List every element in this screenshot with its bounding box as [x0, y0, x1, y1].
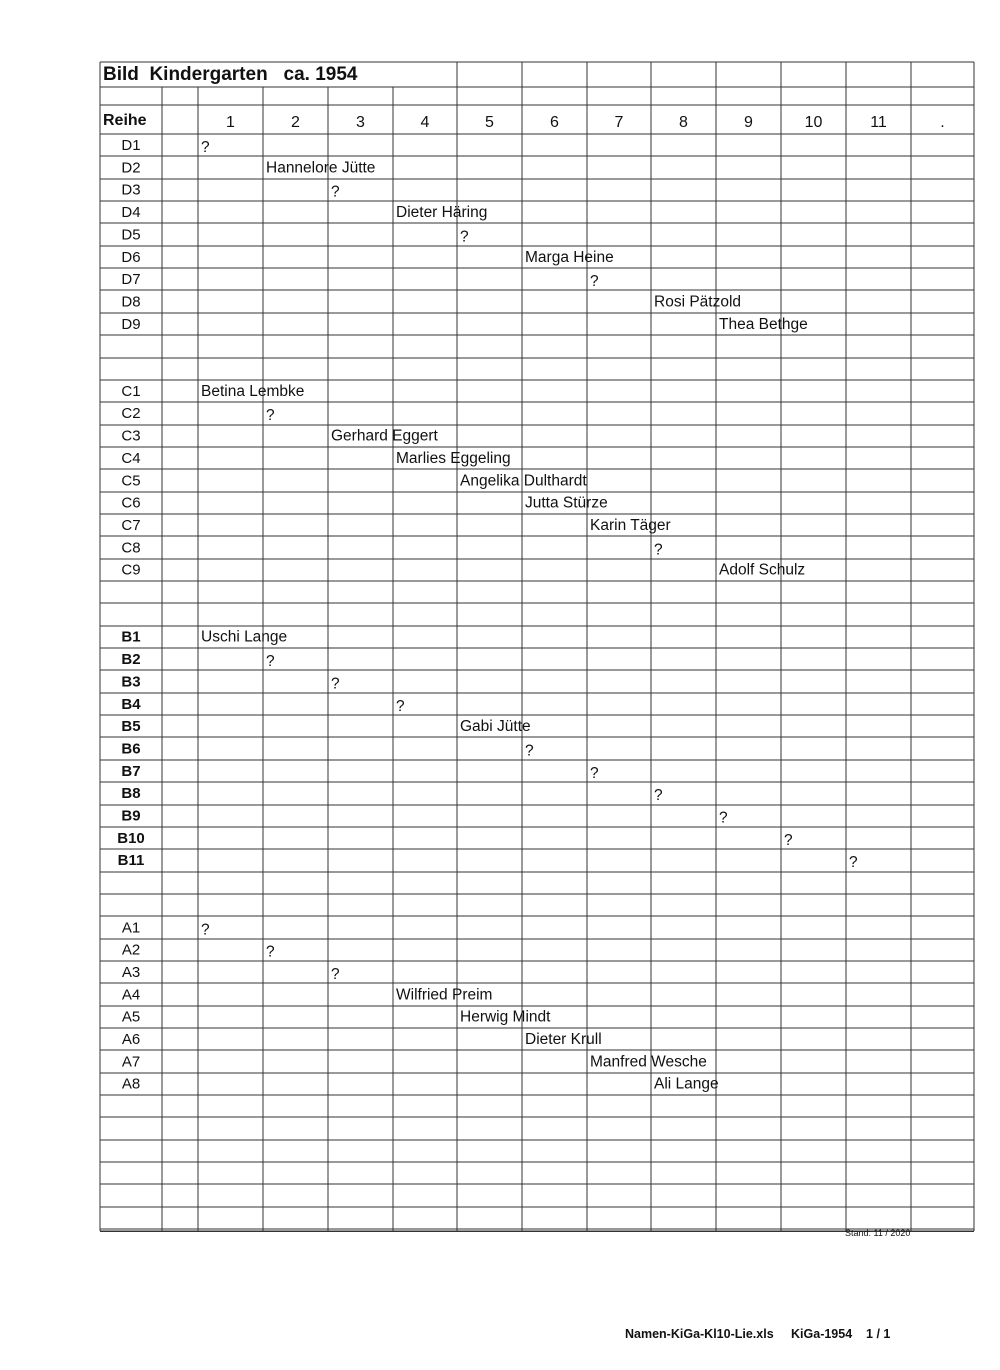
row-label-a7: A7 — [121, 1053, 141, 1071]
row-label-b5: B5 — [121, 718, 141, 736]
person-name: Wilfried Preim — [396, 986, 493, 1004]
column-header-7: 7 — [614, 114, 624, 131]
row-label-a1: A1 — [121, 919, 141, 937]
column-header-4: 4 — [420, 114, 430, 131]
row-label-d6: D6 — [121, 248, 141, 266]
row-label-a3: A3 — [121, 963, 141, 981]
row-label-b11: B11 — [117, 852, 145, 870]
footer-filename: Namen-KiGa-Kl10-Lie.xls KiGa-1954 1 / 1 — [625, 1327, 891, 1341]
row-label-c8: C8 — [121, 539, 141, 557]
unknown-person-mark: ? — [525, 742, 534, 760]
column-header-1: 1 — [226, 114, 235, 131]
row-label-b8: B8 — [121, 785, 141, 803]
row-label-c9: C9 — [121, 561, 141, 579]
row-label-b7: B7 — [121, 762, 141, 780]
unknown-person-mark: ? — [201, 921, 210, 939]
row-label-c4: C4 — [121, 449, 141, 467]
row-label-d3: D3 — [121, 181, 141, 199]
row-label-b3: B3 — [121, 673, 141, 691]
person-name: Herwig Mindt — [460, 1008, 551, 1026]
person-name: Dieter Häring — [396, 204, 488, 222]
row-header-reihe: Reihe — [103, 112, 147, 129]
unknown-person-mark: ? — [266, 407, 275, 425]
person-name: Gabi Jütte — [460, 718, 531, 736]
row-label-c2: C2 — [121, 405, 141, 423]
person-name: Betina Lembke — [201, 382, 305, 400]
row-label-a8: A8 — [121, 1075, 141, 1093]
row-label-d1: D1 — [121, 137, 141, 154]
stand-date: Stand: 11 / 2020 — [845, 1228, 911, 1238]
person-name: Marga Heine — [525, 248, 614, 266]
unknown-person-mark: ? — [849, 854, 858, 872]
column-header-5: 5 — [485, 114, 494, 131]
row-labels — [117, 137, 145, 1093]
person-name: Marlies Eggeling — [396, 449, 511, 467]
person-name: Manfred Wesche — [590, 1053, 707, 1071]
unknown-person-mark: ? — [331, 183, 340, 201]
unknown-person-mark: ? — [460, 228, 469, 246]
column-header-11: 11 — [870, 114, 887, 131]
column-header-12: . — [940, 114, 945, 131]
row-label-c3: C3 — [121, 427, 141, 445]
row-label-c7: C7 — [121, 516, 141, 534]
row-label-a5: A5 — [121, 1008, 141, 1026]
person-name: Uschi Lange — [201, 628, 288, 646]
person-name: Rosi Pätzold — [654, 293, 742, 311]
row-label-d5: D5 — [121, 226, 141, 244]
person-name: Adolf Schulz — [719, 561, 806, 579]
unknown-person-mark: ? — [590, 273, 599, 291]
row-label-d9: D9 — [121, 315, 141, 333]
person-name: Ali Lange — [654, 1075, 719, 1093]
unknown-person-mark: ? — [396, 697, 405, 715]
unknown-person-mark: ? — [331, 965, 340, 983]
row-label-b10: B10 — [117, 829, 145, 847]
unknown-person-mark: ? — [201, 139, 210, 156]
row-label-d8: D8 — [121, 293, 141, 311]
row-label-b9: B9 — [121, 807, 141, 825]
column-headers — [226, 114, 945, 131]
row-label-b1: B1 — [121, 628, 141, 646]
row-label-a2: A2 — [121, 941, 141, 959]
row-label-a6: A6 — [121, 1031, 141, 1048]
person-name: Thea Bethge — [719, 315, 808, 333]
unknown-person-mark: ? — [654, 787, 663, 805]
column-header-3: 3 — [356, 114, 365, 131]
column-header-6: 6 — [550, 114, 559, 131]
row-label-b4: B4 — [121, 695, 141, 713]
unknown-person-mark: ? — [266, 653, 275, 671]
person-name: Karin Täger — [590, 516, 671, 534]
sheet-title: Bild Kindergarten ca. 1954 — [103, 64, 358, 85]
row-label-c1: C1 — [121, 382, 141, 400]
unknown-person-mark: ? — [654, 541, 663, 559]
person-name: Gerhard Eggert — [331, 427, 438, 445]
person-name: Hannelore Jütte — [266, 159, 376, 177]
row-label-a4: A4 — [121, 986, 141, 1004]
column-header-8: 8 — [679, 114, 688, 131]
row-label-d2: D2 — [121, 159, 141, 177]
column-header-10: 10 — [804, 114, 823, 131]
unknown-person-mark: ? — [784, 831, 793, 849]
row-label-d7: D7 — [121, 271, 141, 289]
column-header-2: 2 — [291, 114, 300, 131]
row-label-b2: B2 — [121, 651, 141, 669]
row-label-b6: B6 — [121, 740, 141, 758]
unknown-person-mark: ? — [266, 943, 275, 961]
unknown-person-mark: ? — [719, 809, 728, 827]
row-label-c5: C5 — [121, 472, 141, 490]
column-header-9: 9 — [744, 114, 753, 131]
unknown-person-mark: ? — [331, 675, 340, 693]
cell-entries — [201, 139, 858, 1093]
person-name: Dieter Krull — [525, 1031, 602, 1048]
unknown-person-mark: ? — [590, 764, 599, 782]
row-label-c6: C6 — [121, 494, 141, 512]
grid-lines — [100, 62, 974, 1231]
row-label-d4: D4 — [121, 204, 141, 222]
person-name: Angelika Dulthardt — [460, 472, 587, 490]
person-name: Jutta Stürze — [525, 494, 608, 512]
